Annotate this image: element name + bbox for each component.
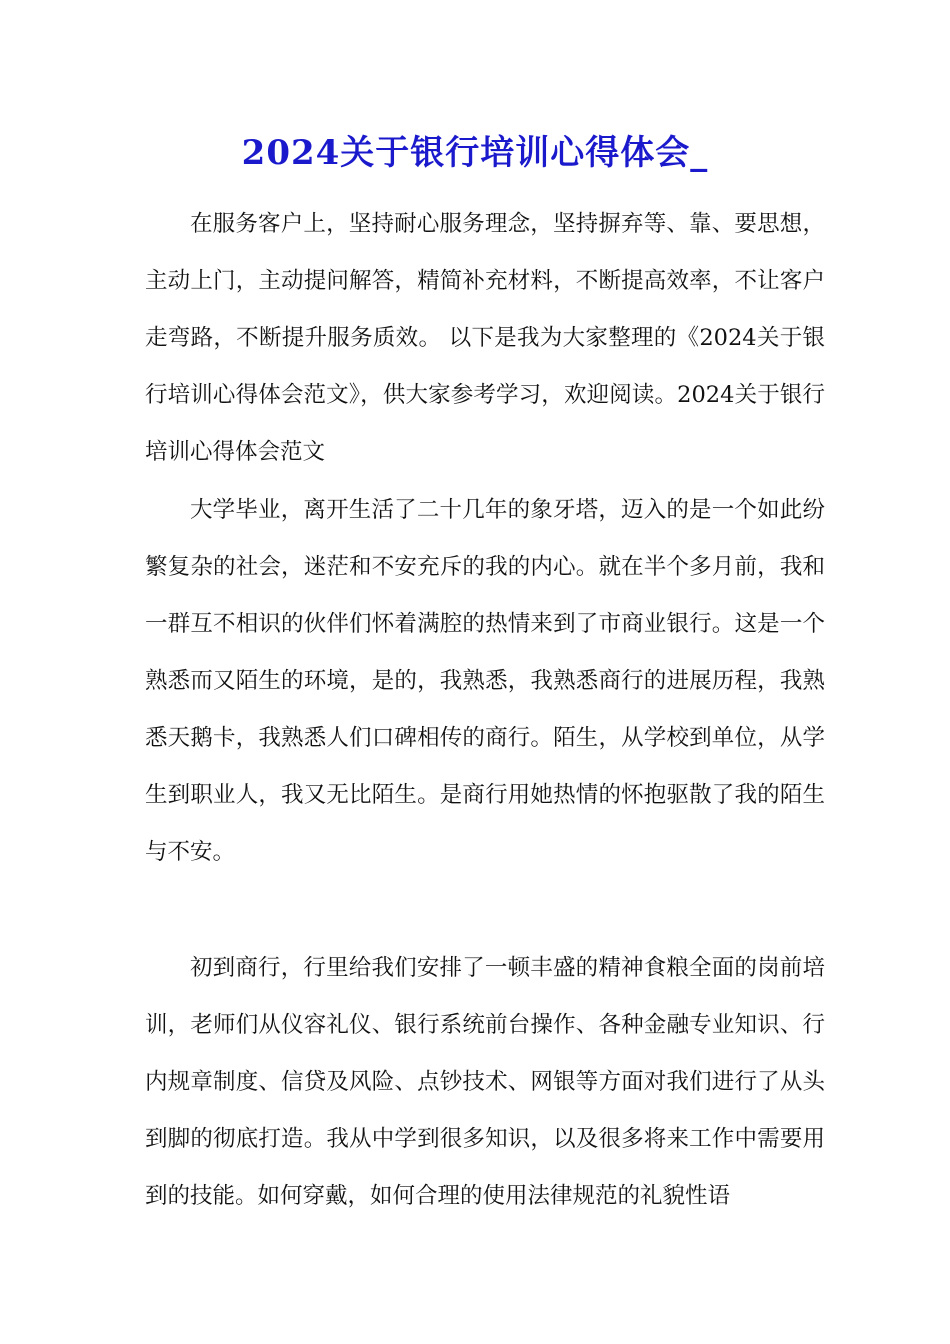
paragraph: 大学毕业，离开生活了二十几年的象牙塔，迈入的是一个如此纷繁复杂的社会，迷茫和不安充斥的我的内心。就在半个多月前，我和一群互不相识的伙伴们怀着满腔的热情来到了市商业银行。这是一个熟悉而又陌生的环境，是的，我熟悉，我熟悉商行的进展历程，我熟悉天鹅卡，我熟悉人们口碑相传的商行。陌生，从学校到单位，从学生到职业人，我又无比陌生。是商行用她热情的怀抱驱散了我的陌生与不安。 (145, 497, 825, 865)
document-title: 2024关于银行培训心得体会_ (241, 133, 709, 173)
paragraph: 在服务客户上，坚持耐心服务理念，坚持摒弃等、靠、要思想，主动上门，主动提问解答，精简补充材料，不断提高效率，不让客户走弯路，不断提升服务质效。 以下是我为大家整理的《2024关于银行培训心得体会范文》，供大家参考学习，欢迎阅读。2024关于银行培训心得体会范文 (145, 211, 825, 465)
paragraph: 初到商行，行里给我们安排了一顿丰盛的精神食粮全面的岗前培训，老师们从仪容礼仪、银行系统前台操作、各种金融专业知识、行内规章制度、信贷及风险、点钞技术、网银等方面对我们进行了从头到脚的彻底打造。我从中学到很多知识，以及很多将来工作中需要用到的技能。如何穿戴，如何合理的使用法律规范的礼貌性语 (145, 955, 825, 1209)
